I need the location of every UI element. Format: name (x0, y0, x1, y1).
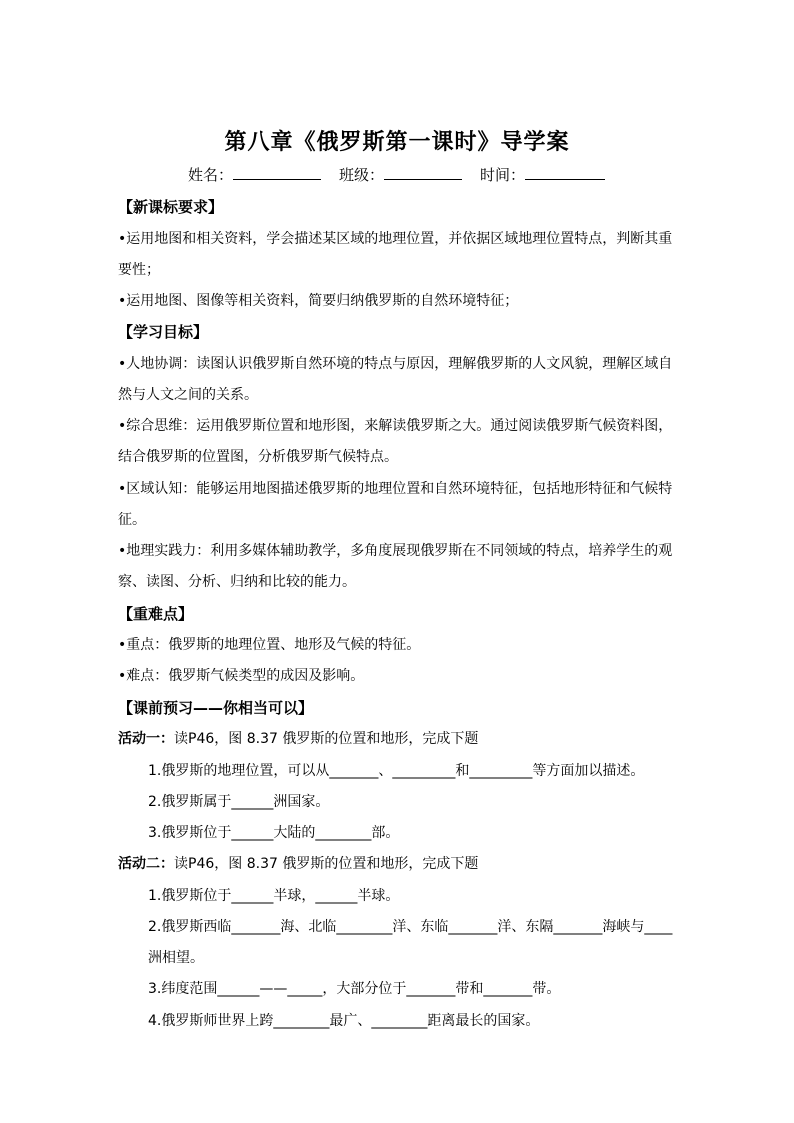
class-blank[interactable] (384, 165, 462, 180)
student-info-row (188, 164, 605, 185)
goal-4: •地理实践力：利用多媒体辅助教学，多角度展现俄罗斯在不同领域的特点，培养学生的观 (118, 543, 673, 559)
section-heading-key-points: 【重难点】 (118, 605, 194, 623)
requirement-1: •运用地图和相关资料，学会描述某区域的地理位置，并依据区域地理位置特点，判断其重 (118, 231, 673, 247)
goal-3: •区域认知：能够运用地图描述俄罗斯的地理位置和自然环境特征，包括地形特征和气候特 (118, 481, 673, 497)
activity-1-header (118, 728, 678, 748)
goal-2-cont: 结合俄罗斯的位置图，分析俄罗斯气候特点。 (118, 449, 398, 465)
activity-2-question-2: 2.俄罗斯西临_______海、北临________洋、东临_______洋、东隔_______海峡与____ (148, 919, 673, 935)
page-title: 第八章《俄罗斯第一课时》导学案 (224, 129, 570, 155)
activity-1-question-3: 3.俄罗斯位于______大陆的________部。 (148, 825, 400, 841)
activity-2-text: 读P46，图 8.37 俄罗斯的位置和地形，完成下题 (174, 856, 479, 872)
activity-1-question-2: 2.俄罗斯属于______洲国家。 (148, 794, 330, 810)
activity-2-label: 活动二： (118, 856, 174, 872)
time-blank[interactable] (525, 165, 605, 180)
goal-2: •综合思维：运用俄罗斯位置和地形图，来解读俄罗斯之大。通过阅读俄罗斯气候资料图， (118, 418, 673, 434)
time-label: 时间： (480, 166, 526, 184)
section-heading-goals: 【学习目标】 (118, 323, 209, 341)
goal-3-cont: 征。 (118, 512, 146, 528)
activity-1-label: 活动一： (118, 731, 174, 747)
activity-1-question-1: 1.俄罗斯的地理位置，可以从_______、_________和_________等方面加以描述。 (148, 763, 645, 779)
activity-2-question-1: 1.俄罗斯位于______半球，______半球。 (148, 888, 400, 904)
requirement-2: •运用地图、图像等相关资料，简要归纳俄罗斯的自然环境特征； (118, 293, 519, 309)
class-label: 班级： (339, 166, 385, 184)
activity-2-question-2-cont: 洲相望。 (148, 950, 204, 966)
activity-2-header (118, 853, 678, 873)
activity-2-question-3: 3.纬度范围______——_____，大部分位于_______带和_______带。 (148, 981, 561, 997)
key-point-focus: •重点：俄罗斯的地理位置、地形及气候的特征。 (118, 637, 421, 653)
goal-1: •人地协调：读图认识俄罗斯自然环境的特点与原因，理解俄罗斯的人文风貌，理解区域自 (118, 356, 673, 372)
activity-1-text: 读P46，图 8.37 俄罗斯的位置和地形，完成下题 (174, 731, 479, 747)
name-blank[interactable] (233, 165, 321, 180)
goal-1-cont: 然与人文之间的关系。 (118, 387, 258, 403)
requirement-1-cont: 要性； (118, 262, 160, 278)
goal-4-cont: 察、读图、分析、归纳和比较的能力。 (118, 574, 356, 590)
section-heading-preview: 【课前预习——你相当可以】 (118, 699, 314, 717)
name-label: 姓名： (188, 166, 234, 184)
section-heading-curriculum: 【新课标要求】 (118, 198, 224, 216)
key-point-difficulty: •难点：俄罗斯气候类型的成因及影响。 (118, 668, 365, 684)
activity-2-question-4: 4.俄罗斯师世界上跨________最广、________距离最长的国家。 (148, 1013, 540, 1029)
